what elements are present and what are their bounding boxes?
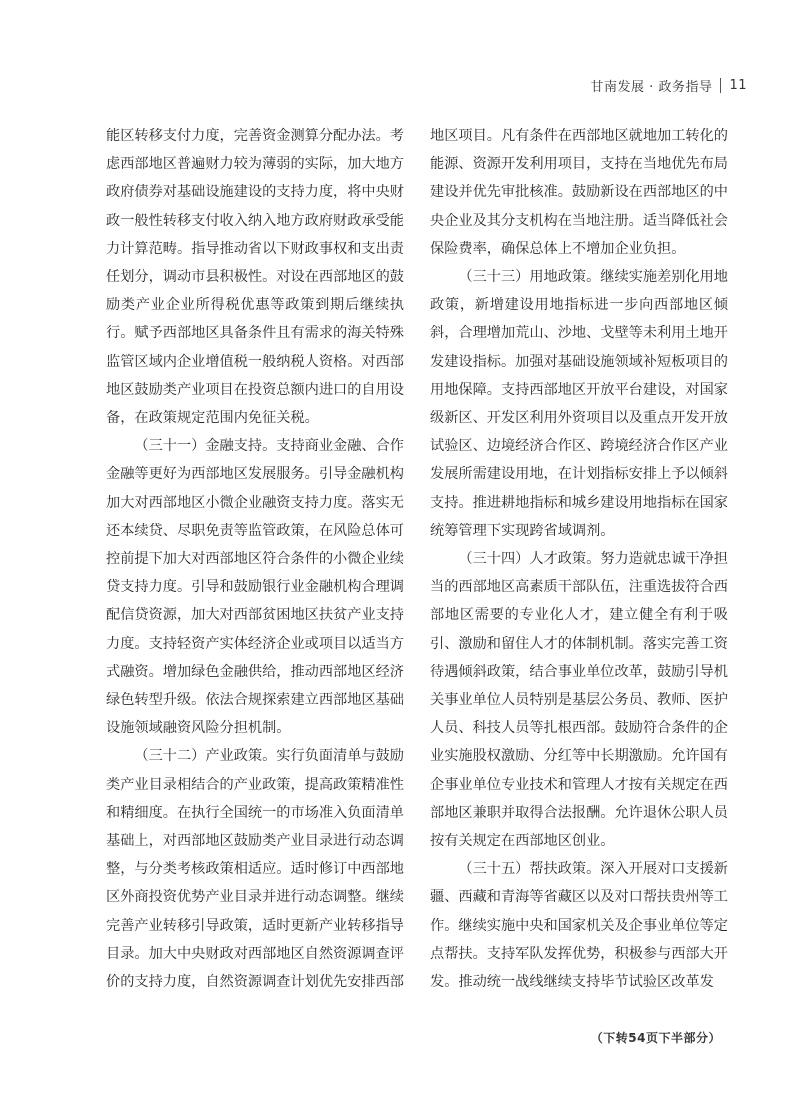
paragraph: （三十四）人才政策。努力造就忠诚干净担当的西部地区高素质干部队伍，注重选拔符合西部地区需要的专业化人才，建立健全有利于吸引、激励和留住人才的体制机制。落实完善工资待遇倾斜政策，结合事业单位改革，鼓励引导机关事业单位人员特别是基层公务员、教师、医护人员、科技人员等扎根西部。鼓励符合条件的企业实施股权激励、分红等中长期激励。允许国有企事业单位专业技术和管理人才按有关规定在西部地区兼职并取得合法报酬。允许退休公职人员按有关规定在西部地区创业。 [430, 551, 728, 850]
page-number: 11 [729, 78, 747, 93]
left-column [106, 122, 404, 996]
paragraph: （三十二）产业政策。实行负面清单与鼓励类产业目录相结合的产业政策，提高政策精准性和精细度。在执行全国统一的市场准入负面清单基础上，对西部地区鼓励类产业目录进行动态调整，与分类考核政策相适应。适时修订中西部地区外商投资优势产业目录并进行动态调整。继续完善产业转移引导政策，适时更新产业转移指导目录。加大中央财政对西部地区自然资源调查评价的支持力度，自然资源调查计划优先安排西部 [106, 748, 404, 991]
right-column [430, 122, 728, 996]
paragraph: （三十三）用地政策。继续实施差别化用地政策，新增建设用地指标进一步向西部地区倾斜，合理增加荒山、沙地、戈壁等未利用土地开发建设指标。加强对基础设施领域补短板项目的用地保障。支持西部地区开放平台建设，对国家级新区、开发区利用外资项目以及重点开发开放试验区、边境经济合作区、跨境经济合作区产业发展所需建设用地，在计划指标安排上予以倾斜支持。推进耕地指标和城乡建设用地指标在国家统筹管理下实现跨省域调剂。 [430, 269, 728, 539]
paragraph: 地区项目。凡有条件在西部地区就地加工转化的能源、资源开发利用项目，支持在当地优先布局建设并优先审批核准。鼓励新设在西部地区的中央企业及其分支机构在当地注册。适当降低社会保险费率，确保总体上不增加企业负担。 [430, 128, 728, 257]
header-title: 甘南发展 · 政务指导 [590, 80, 713, 95]
paragraph: 能区转移支付力度，完善资金测算分配办法。考虑西部地区普遍财力较为薄弱的实际，加大地方政府债券对基础设施建设的支持力度，将中央财政一般性转移支付收入纳入地方政府财政承受能力计算范畴。指导推动省以下财政事权和支出责任划分，调动市县积极性。对设在西部地区的鼓励类产业企业所得税优惠等政策到期后继续执行。赋予西部地区具备条件且有需求的海关特殊监管区域内企业增值税一般纳税人资格。对西部地区鼓励类产业项目在投资总额内进口的自用设备，在政策规定范围内免征关税。 [106, 128, 404, 427]
paragraph: （三十一）金融支持。支持商业金融、合作金融等更好为西部地区发展服务。引导金融机构加大对西部地区小微企业融资支持力度。落实无还本续贷、尽职免责等监管政策，在风险总体可控前提下加大对西部地区符合条件的小微企业续贷支持力度。引导和鼓励银行业金融机构合理调配信贷资源，加大对西部贫困地区扶贫产业支持力度。支持轻资产实体经济企业或项目以适当方式融资。增加绿色金融供给，推动西部地区经济绿色转型升级。依法合规探索建立西部地区基础设施领域融资风险分担机制。 [106, 438, 404, 737]
page-header [591, 76, 747, 95]
paragraph: （三十五）帮扶政策。深入开展对口支援新疆、西藏和青海等省藏区以及对口帮扶贵州等工作。继续实施中央和国家机关及企事业单位等定点帮扶。支持军队发挥优势，积极参与西部大开发。推动统一战线继续支持毕节试验区改革发 [430, 861, 728, 991]
continued-note: （下转54页下半部分） [590, 1031, 721, 1045]
header-divider [720, 78, 721, 93]
